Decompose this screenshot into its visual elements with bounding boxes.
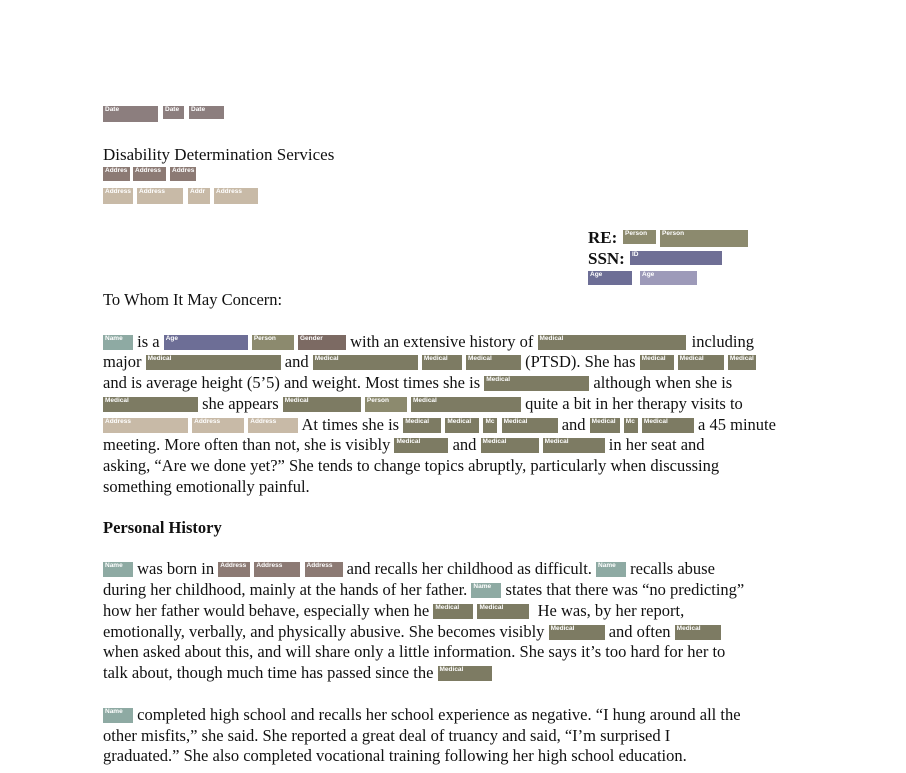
paragraph-line: meeting. More often than not, she is visibly Medical and Medical Medical in her seat and: [103, 435, 705, 454]
paragraph-line: talk about, though much time has passed since the Medical: [103, 663, 492, 683]
redaction-address: Address: [137, 188, 183, 204]
redaction-medical: Medical: [675, 625, 721, 640]
redaction-date: Date: [163, 106, 184, 119]
redaction-age: Age: [588, 271, 632, 285]
redaction-medical: Medical: [642, 418, 694, 433]
paragraph-line: Name completed high school and recalls her school experience as negative. “I hung around all the: [105, 705, 741, 724]
paragraph-line: Name was born in Address Address Address and recalls her childhood as difficult. Name recalls abuse: [105, 559, 715, 578]
redaction-medical: Medical: [394, 438, 448, 453]
redaction-address: Addres: [170, 167, 196, 181]
redaction-name: Name: [103, 708, 133, 723]
redaction-medical: Medical: [422, 355, 462, 370]
redaction-medical: Medical: [477, 604, 529, 619]
salutation: To Whom It May Concern:: [103, 290, 283, 309]
paragraph-line: other misfits,” she said. She reported a great deal of truancy and said, “I’m surprised I: [103, 726, 671, 745]
redaction-medical: Medical: [433, 604, 473, 619]
redaction-medical: Medical: [502, 418, 558, 433]
redaction-medical: Mc: [483, 418, 497, 433]
redaction-medical: Medical: [640, 355, 674, 370]
redaction-medical: Medical: [484, 376, 589, 391]
paragraph-line: major Medical and Medical Medical Medical (PTSD). She has Medical Medical Medical: [103, 352, 756, 372]
redaction-person: Person: [623, 230, 656, 244]
redaction-name: Name: [103, 335, 133, 350]
paragraph-line: Medical she appears Medical Person Medical quite a bit in her therapy visits to: [105, 394, 743, 413]
redaction-medical: Medical: [590, 418, 620, 433]
re-label: RE:: [588, 228, 618, 247]
paragraph-line: asking, “Are we done yet?” She tends to change topics abruptly, particularly when discussing: [103, 456, 720, 475]
paragraph-line: during her childhood, mainly at the hands of her father. Name states that there was “no predicting”: [103, 580, 745, 599]
redaction-medical: Medical: [543, 438, 605, 453]
redaction-name: Name: [596, 562, 626, 577]
agency-name: Disability Determination Services: [103, 145, 335, 164]
redaction-name: Name: [103, 562, 133, 577]
redaction-age: Age: [640, 271, 697, 285]
redaction-address: Address: [103, 188, 133, 204]
redaction-medical: Medical: [678, 355, 724, 370]
redaction-medical: Medical: [466, 355, 521, 370]
redaction-date: Date: [103, 106, 158, 122]
redaction-medical: Medical: [538, 335, 686, 350]
paragraph-line: emotionally, verbally, and physically abusive. She becomes visibly Medical and often Medical: [103, 622, 721, 642]
redaction-person: Person: [365, 397, 407, 412]
redaction-gender: Gender: [298, 335, 346, 350]
redaction-address: Address: [218, 562, 250, 577]
paragraph-line: graduated.” She also completed vocational training following her high school education.: [103, 746, 687, 765]
redaction-medical: Medical: [403, 418, 441, 433]
redaction-address: Address: [248, 418, 298, 433]
redaction-address: Address: [192, 418, 244, 433]
redaction-medical: Medical: [411, 397, 521, 412]
redaction-medical: Medical: [445, 418, 479, 433]
redaction-person: Person: [252, 335, 294, 350]
redaction-medical: Medical: [103, 397, 198, 412]
paragraph-line: something emotionally painful.: [103, 477, 310, 496]
redaction-address: Address: [254, 562, 300, 577]
redaction-medical: Medical: [481, 438, 539, 453]
paragraph-line: Address Address Address At times she is Medical Medical Mc Medical and Medical Mc Medical a 45 minute: [105, 415, 776, 434]
redaction-address: Address: [133, 167, 166, 181]
redaction-person: Person: [660, 230, 748, 247]
redaction-date: Date: [189, 106, 224, 119]
redaction-address: Address: [214, 188, 258, 204]
paragraph-line: how her father would behave, especially when he Medical Medical He was, by her report,: [103, 601, 685, 620]
redaction-address: Addres: [103, 167, 130, 181]
paragraph-line: when asked about this, and will share only a little information. She says it’s too hard for her to: [103, 642, 726, 661]
paragraph-line: Name is a Age Person Gender with an extensive history of Medical including: [105, 332, 754, 351]
redaction-medical: Medical: [728, 355, 756, 370]
redaction-medical: Medical: [313, 355, 418, 370]
paragraph-line: and is average height (5’5) and weight. Most times she is Medical although when she is: [103, 373, 733, 392]
redaction-address: Address: [305, 562, 343, 577]
redaction-medical: Medical: [146, 355, 281, 370]
redaction-address: Addr: [188, 188, 210, 204]
redaction-age: Age: [164, 335, 248, 350]
redaction-medical: Mc: [624, 418, 638, 433]
section-heading: Personal History: [103, 518, 222, 537]
redaction-id: ID: [630, 251, 722, 265]
redaction-medical: Medical: [283, 397, 361, 412]
redaction-name: Name: [471, 583, 501, 598]
redaction-medical: Medical: [549, 625, 605, 640]
redaction-address: Address: [103, 418, 188, 433]
ssn-label: SSN:: [588, 249, 625, 268]
redaction-medical: Medical: [438, 666, 492, 681]
